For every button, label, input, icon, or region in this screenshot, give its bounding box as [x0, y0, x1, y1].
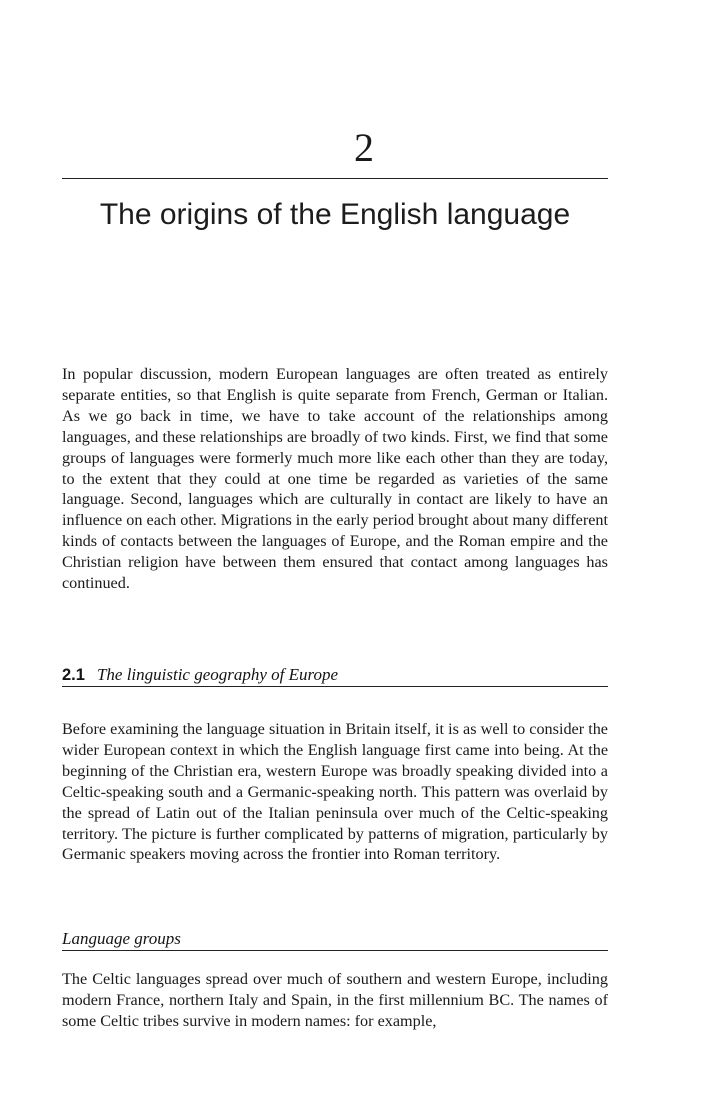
language-groups-paragraph [62, 969, 608, 1032]
subsection-heading-language-groups: Language groups [62, 928, 608, 951]
era-abbreviation: BC [488, 990, 511, 1009]
chapter-title: The origins of the English language [99, 198, 571, 231]
section-heading-2-1 [62, 664, 608, 687]
section-title: The linguistic geography of Europe [96, 665, 339, 684]
intro-paragraph: In popular discussion, modern European languages are often treated as entirely separate entities, so that English is quite separate from French, German or Italian. As we go back in time, we have to take account of the relationships among languages, and these relationships are broadly of two kinds. First, we find that some groups of languages were formerly much more like each other than they are today, to the extent that they could at one time be regarded as varieties of the same language. Second, languages which are culturally in contact are likely to have an influence on each other. Migrations in the early period brought about many different kinds of contacts between the languages of Europe, and the Roman empire and the Christian religion have between them ensured that contact among languages has continued. [62, 365, 608, 593]
chapter-rule [62, 178, 608, 179]
language-groups-text-before: The Celtic languages spread over much of southern and western Europe, including modern France, northern Italy and Spain, in the first millennium [62, 970, 608, 1009]
language-groups-text-after: . The names of some Celtic tribes survive in modern names: for example, [62, 990, 609, 1030]
chapter-number: 2 [354, 125, 374, 170]
section-number: 2.1 [62, 666, 85, 684]
section-2-1-paragraph: Before examining the language situation in Britain itself, it is as well to consider the wider European context in which the English language first came into being. At the beginning of the Christian era, western Europe was broadly speaking divided into a Celtic-speaking south and a Germanic-speaking north. This pattern was overlaid by the spread of Latin out of the Italian peninsula over much of the Celtic-speaking territory. The picture is further complicated by patterns of migration, particularly by Germanic speakers moving across the frontier into Roman territory. [62, 720, 608, 864]
